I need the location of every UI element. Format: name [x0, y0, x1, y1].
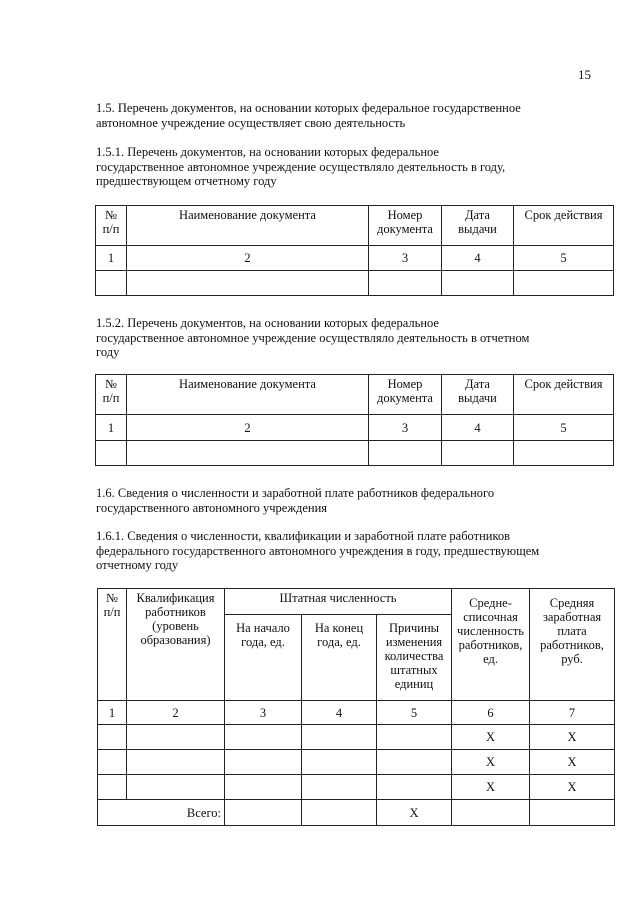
table-cell — [225, 775, 302, 800]
table-cell — [302, 800, 377, 826]
table-row — [98, 725, 615, 750]
table-cell — [442, 441, 514, 466]
x-mark-cell: X — [452, 775, 530, 800]
header-validity: Срок действия — [514, 375, 614, 415]
col-number-cell: 5 — [514, 415, 614, 441]
section-1-6-1-line: федерального государственного автономного учреждения в году, предшествующем — [96, 543, 540, 558]
section-1-5-2-line: году — [96, 345, 120, 359]
header-num: № п/п — [96, 375, 127, 415]
table-cell — [127, 750, 225, 775]
header-year-end: На конец года, ед. — [302, 615, 377, 701]
table-cell — [225, 800, 302, 826]
x-mark-cell: X — [452, 750, 530, 775]
section-1-5-2-line: 1.5.2. Перечень документов, на основании которых федеральное — [96, 316, 439, 330]
section-1-5-line: автономное учреждение осуществляет свою деятельность — [96, 115, 406, 130]
section-1-5-1-line: 1.5.1. Перечень документов, на основании которых федеральное — [96, 145, 439, 159]
x-mark-cell: X — [452, 725, 530, 750]
header-num: № п/п — [98, 589, 127, 701]
table-cell — [377, 750, 452, 775]
page-number: 15 — [578, 67, 591, 82]
table-row — [98, 775, 615, 800]
col-number-cell: 1 — [96, 246, 127, 271]
table-cell — [98, 725, 127, 750]
header-issue-date: Дата выдачи — [442, 206, 514, 246]
header-year-start: На начало года, ед. — [225, 615, 302, 701]
col-number-cell: 4 — [302, 701, 377, 725]
table-cell — [127, 725, 225, 750]
header-issue-date: Дата выдачи — [442, 375, 514, 415]
col-number-cell: 3 — [369, 246, 442, 271]
total-label: Всего: — [98, 800, 225, 826]
table-row — [96, 415, 614, 441]
documents-table-report-year — [95, 374, 614, 466]
col-number-cell: 2 — [127, 246, 369, 271]
section-1-5-2-line: государственное автономное учреждение осуществляло деятельность в отчетном — [96, 330, 530, 345]
table-header-row — [98, 589, 615, 615]
staff-salary-table — [97, 588, 615, 826]
table-cell — [96, 441, 127, 466]
header-staff-count: Штатная численность — [225, 589, 452, 615]
col-number-cell: 7 — [530, 701, 615, 725]
table-cell — [98, 775, 127, 800]
header-average-salary: Средняя заработная плата работников, руб. — [530, 589, 615, 701]
table-cell — [98, 750, 127, 775]
x-mark-cell: X — [530, 775, 615, 800]
table-cell — [514, 271, 614, 296]
x-mark-cell: X — [530, 725, 615, 750]
table-cell — [377, 725, 452, 750]
x-mark-cell: X — [377, 800, 452, 826]
section-1-6-1 — [96, 529, 548, 573]
col-number-cell: 3 — [225, 701, 302, 725]
table-row — [98, 750, 615, 775]
col-number-cell: 4 — [442, 415, 514, 441]
section-1-5-2 — [96, 316, 548, 360]
documents-table-prev-year — [95, 205, 614, 296]
section-1-5-1 — [96, 145, 548, 189]
section-1-5-1-line: предшествующем отчетному году — [96, 174, 277, 188]
section-1-5 — [96, 101, 548, 130]
col-number-cell: 5 — [514, 246, 614, 271]
header-doc-name: Наименование документа — [127, 206, 369, 246]
x-mark-cell: X — [530, 750, 615, 775]
section-1-5-1-line: государственное автономное учреждение осуществляло деятельность в году, — [96, 159, 506, 174]
table-row — [96, 271, 614, 296]
header-validity: Срок действия — [514, 206, 614, 246]
table-cell — [442, 271, 514, 296]
col-number-cell: 1 — [96, 415, 127, 441]
table-cell — [377, 775, 452, 800]
header-change-reasons: Причины изменения количества штатных единиц — [377, 615, 452, 701]
header-average-headcount: Средне- списочная численность работников, ед. — [452, 589, 530, 701]
table-cell — [452, 800, 530, 826]
table-cell — [225, 750, 302, 775]
table-cell — [225, 725, 302, 750]
table-cell — [127, 775, 225, 800]
section-1-6 — [96, 486, 548, 515]
table-header-row — [96, 206, 614, 246]
section-1-6-1-line: отчетному году — [96, 558, 179, 572]
section-1-6-1-line: 1.6.1. Сведения о численности, квалификации и заработной плате работников — [96, 529, 511, 543]
header-doc-number: Номер документа — [369, 375, 442, 415]
table-cell — [302, 750, 377, 775]
table-header-row — [96, 375, 614, 415]
table-cell — [127, 271, 369, 296]
table-cell — [127, 441, 369, 466]
section-1-6-line: государственного автономного учреждения — [96, 500, 328, 515]
col-number-cell: 3 — [369, 415, 442, 441]
table-cell — [514, 441, 614, 466]
col-number-cell: 4 — [442, 246, 514, 271]
header-doc-number: Номер документа — [369, 206, 442, 246]
col-number-cell: 2 — [127, 415, 369, 441]
table-row — [96, 246, 614, 271]
table-cell — [302, 725, 377, 750]
col-number-cell: 1 — [98, 701, 127, 725]
header-doc-name: Наименование документа — [127, 375, 369, 415]
section-1-6-line: 1.6. Сведения о численности и заработной плате работников федерального — [96, 486, 495, 500]
table-total-row — [98, 800, 615, 826]
col-number-cell: 2 — [127, 701, 225, 725]
col-number-cell: 5 — [377, 701, 452, 725]
header-qualification: Квалификация работников (уровень образования) — [127, 589, 225, 701]
table-row — [96, 441, 614, 466]
table-cell — [530, 800, 615, 826]
table-cell — [369, 271, 442, 296]
section-1-5-line: 1.5. Перечень документов, на основании которых федеральное государственное — [96, 101, 521, 115]
table-row — [98, 701, 615, 725]
col-number-cell: 6 — [452, 701, 530, 725]
table-cell — [96, 271, 127, 296]
header-num: № п/п — [96, 206, 127, 246]
table-cell — [369, 441, 442, 466]
table-cell — [302, 775, 377, 800]
